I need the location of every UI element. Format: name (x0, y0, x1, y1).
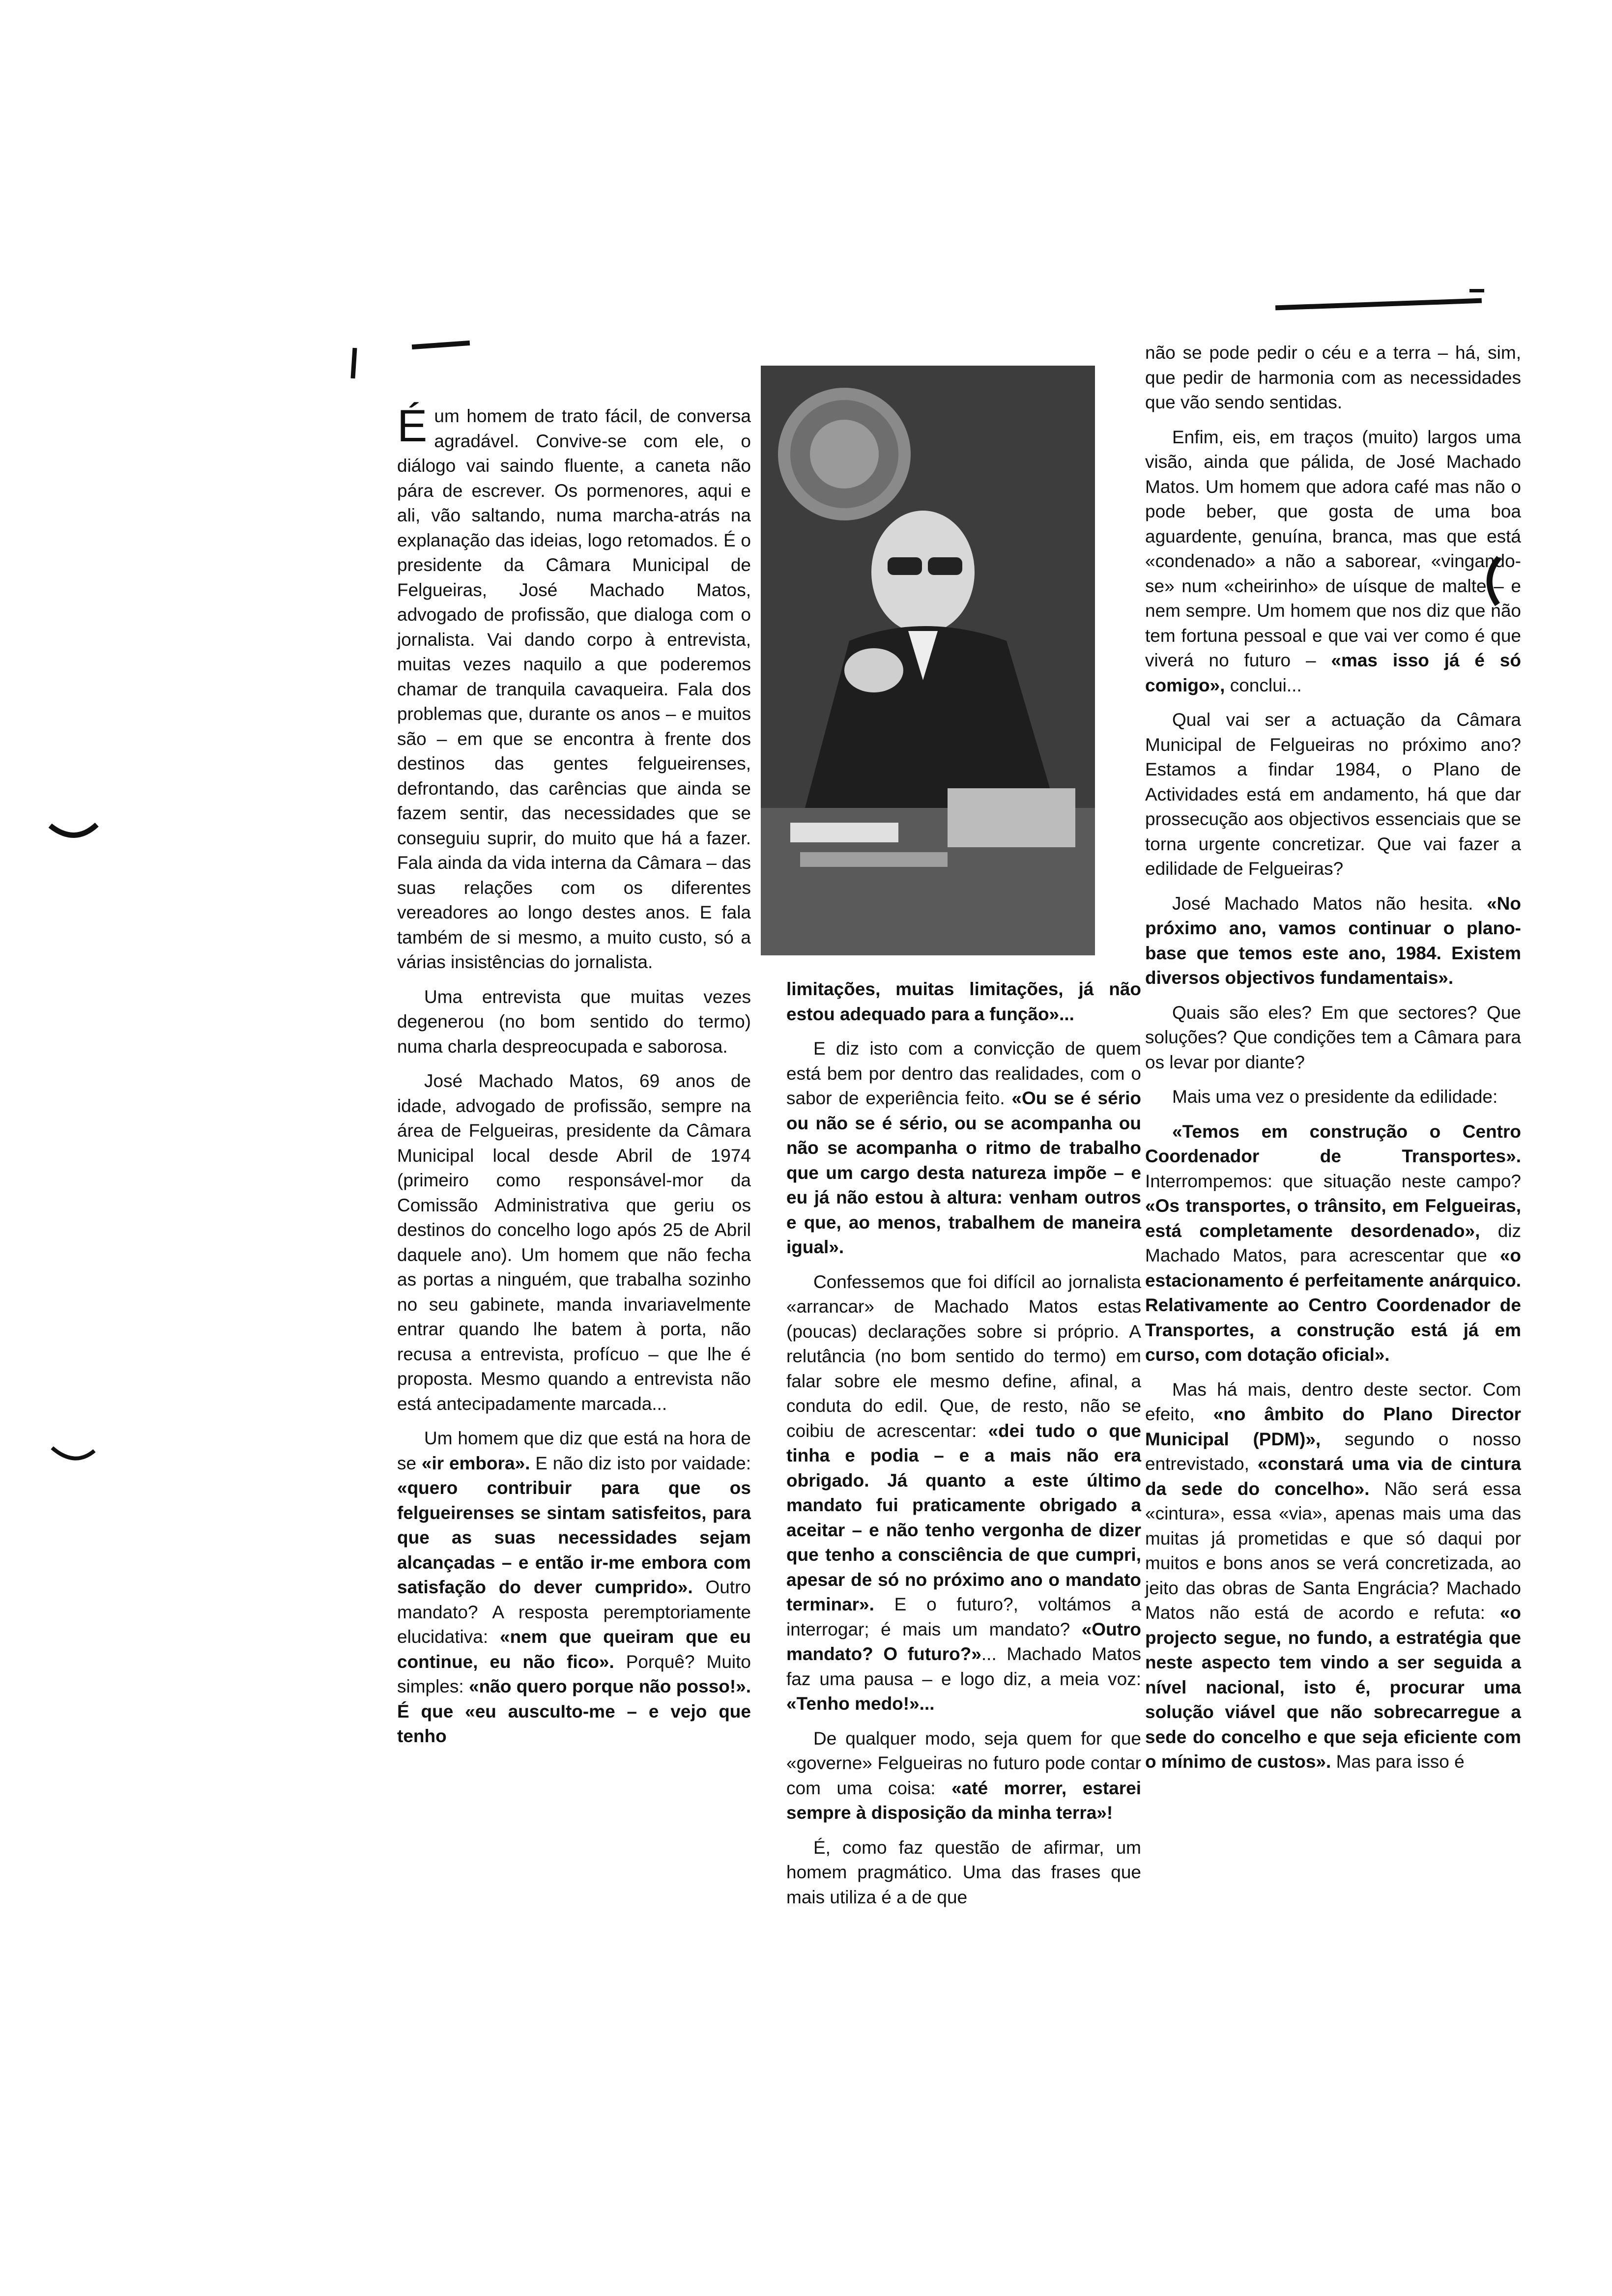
photo-of-interviewee (761, 366, 1095, 955)
paragraph: Um homem que diz que está na hora de se «ir embora». E não diz isto por vaidade: «quero contribuir para que os felgueirenses se sintam satisfeitos, para que as suas necessidades sejam alcançadas – e então ir-me embora com satisfação do dever cumprido». Outro mandato? A resposta peremptoriamente elucidativa: «nem que queiram que eu continue, eu não fico». Porquê? Muito simples: «não quero porque não posso!». É que «eu auscuIto-me – e vejo que tenho (397, 1428, 751, 1746)
article-column-1 (397, 401, 751, 1749)
hole-punch-mark-lower (45, 1440, 104, 1479)
photo (761, 366, 1095, 955)
article-column-3 (1145, 341, 1521, 1775)
header-rule-right (1275, 298, 1482, 311)
paragraph: Enfim, eis, em traços (muito) largos uma visão, ainda que pálida, de José Machado Matos. Um homem que adora café mas não o pode beber, que gosta de uma boa aguardente, genuína, branca, mas que está «condenado» a não a saborear, «vingando-se» num «cheirinho» de uísque de malte – e nem sempre. Um homem que nos diz que não tem fortuna pessoal e que vai ver como é que viverá no futuro – «mas isso já é só comigo», conclui... (1145, 427, 1521, 695)
paragraph: não se pode pedir o céu e a terra – há, sim, que pedir de harmonia com as necessidades que vão sendo sentidas. (1145, 343, 1521, 412)
paragraph: De qualquer modo, seja quem for que «governe» Felgueiras no futuro pode contar com uma coisa: «até morrer, estarei sempre à disposição da minha terra»! (786, 1728, 1142, 1823)
article-column-2 (786, 977, 1141, 1910)
paragraph: José Machado Matos, 69 anos de idade, advogado de profissão, sempre na área de Felgueiras, presidente da Câmara Municipal local desde Abril de 1974 (primeiro como responsável-mor da Comissão Administrativa que geriu os destinos do concelho logo após 25 de Abril daquele ano). Um homem que não fecha as portas a ninguém, que trabalha sozinho no seu gabinete, manda invariavelmente entrar quando lhe batem à porta, não recusa a entrevista, profícuo – que lhe é proposta. Mesmo quando a entrevista não está antecipadamente marcada... (397, 1071, 751, 1414)
paragraph: Éum homem de trato fácil, de conversa agradável. Convive-se com ele, o diálogo vai saindo fluente, a caneta não pára de escrever. Os pormenores, aqui e ali, vão saltando, numa marcha-atrás na explanação das ideias, logo retomados. É o presidente da Câmara Municipal de Felgueiras, José Machado Matos, advogado de profissão, que dialoga com o jornalista. Vai dando corpo à entrevista, muitas vezes naquilo a que poderemos chamar de tranquila cavaqueira. Fala dos problemas que, durante os anos – e muitos são – em que se encontra à frente dos destinos das gentes felgueirenses, defrontando, das carências que ainda se fazem sentir, das necessidades que se conseguiu suprir, do muito que há a fazer. Fala ainda da vida interna da Câmara – das suas relações com os diferentes vereadores ao longo destes anos. E fala também de si mesmo, a muito custo, só a várias insistências do jornalista. (397, 401, 751, 972)
scan-mark-left-top (344, 344, 383, 383)
paragraph: Confessemos que foi difícil ao jornalista «arrancar» de Machado Matos estas (poucas) declarações sobre si próprio. A relutância (no bom sentido do termo) em falar sobre ele mesmo define, afinal, a conduta do edil. Que, de resto, não se coibiu de acrescentar: «dei tudo o que tinha e podia – e a mais não era obrigado. Já quanto a este último mandato fui praticamente obrigado a aceitar – e não tenho vergonha de dizer que tenho a consciência de que cumpri, apesar de só no próximo ano o mandato terminar». E o futuro?, voltámos a interrogar; é mais um mandato? «Outro mandato? O futuro?»... Machado Matos faz uma pausa – e logo diz, a meia voz: «Tenho medo!»... (786, 1271, 1141, 1714)
paragraph: E diz isto com a convicção de quem está bem por dentro das realidades, com o sabor de experiência feito. «Ou se é sério ou não se é sério, ou se acompanha ou não se acompanha o ritmo de trabalho que um cargo desta natureza impõe – e eu já não estou à altura: venham outros e que, ao menos, trabalhem de maneira igual». (786, 1038, 1141, 1257)
header-rule-right-dash (1469, 289, 1484, 292)
paragraph: «Temos em construção o Centro Coordenador de Transportes». Interrompemos: que situação neste campo? «Os transportes, o trânsito, em Felgueiras, está completamente desordenado», diz Machado Matos, para acrescentar que «o estacionamento é perfeitamente anárquico. Relativamente ao Centro Coordenador de Transportes, a construção está já em curso, com dotação oficial». (1145, 1121, 1522, 1365)
paragraph: Qual vai ser a actuação da Câmara Municipal de Felgueiras no próximo ano? Estamos a findar 1984, o Plano de Actividades está em andamento, há que dar prossecução aos objectivos essenciais que se torna urgente concretizar. Que vai fazer a edilidade de Felgueiras? (1145, 710, 1521, 879)
paragraph: É, como faz questão de afirmar, um homem pragmático. Uma das frases que mais utiliza é a de que (786, 1837, 1141, 1907)
header-rule-left (412, 341, 470, 349)
paragraph: Uma entrevista que muitas vezes degenerou (no bom sentido do termo) numa charla despreocupada e saborosa. (397, 986, 751, 1057)
paragraph: Mas há mais, dentro deste sector. Com efeito, «no âmbito do Plano Director Municipal (PDM)», segundo o nosso entrevistado, «constará uma via de cintura da sede do concelho». Não será essa «cintura», essa «via», apenas mais uma das muitas já prometidas e que só daqui por muitos e bons anos se verá concretizada, ao jeito das obras de Santa Engrácia? Machado Matos não está de acordo e refuta: «o projecto segue, no fundo, a estratégia que neste aspecto tem vindo a ser seguida a nível nacional, isto é, procurar uma solução viável que não sobrecarregue a sede do concelho e que seja eficiente com o mínimo de custos». Mas para isso é (1145, 1379, 1522, 1772)
paragraph: limitações, muitas limitações, já não estou adequado para a função»... (786, 979, 1141, 1024)
paragraph: Mais uma vez o presidente da edilidade: (1172, 1087, 1498, 1107)
paragraph: José Machado Matos não hesita. «No próximo ano, vamos continuar o plano-base que temos este ano, 1984. Existem diversos objectivos fundamentais». (1145, 893, 1521, 988)
paragraph: Quais são eles? Em que sectores? Que soluções? Que condições tem a Câmara para os levar por diante? (1145, 1002, 1521, 1072)
hole-punch-mark-upper (45, 816, 104, 855)
drop-cap: É (397, 401, 428, 451)
